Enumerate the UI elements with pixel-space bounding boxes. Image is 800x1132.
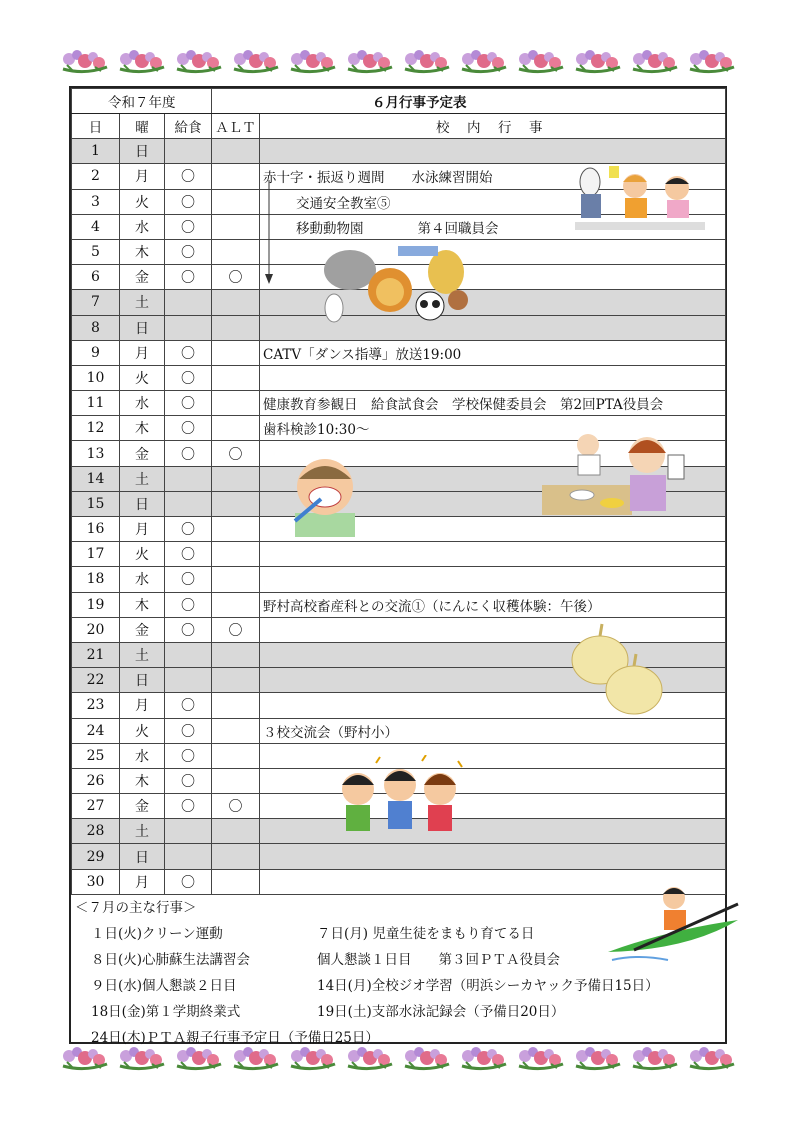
lunch-cell: 〇 <box>165 441 212 466</box>
day-row <box>72 718 726 743</box>
lunch-cell: 〇 <box>165 391 212 416</box>
title-row <box>72 89 726 114</box>
alt-cell <box>212 567 260 592</box>
july-item: 14日(月)全校ジオ学習（明浜シーカヤック予備日15日） <box>317 978 659 994</box>
day-cell: 8 <box>72 315 120 340</box>
weekday-cell: 火 <box>120 718 165 743</box>
page-title: ６月行事予定表 <box>212 89 726 114</box>
lunch-cell: 〇 <box>165 189 212 214</box>
event-cell <box>260 365 726 390</box>
weekday-cell: 火 <box>120 189 165 214</box>
alt-cell <box>212 391 260 416</box>
alt-cell <box>212 416 260 441</box>
weekday-cell: 土 <box>120 642 165 667</box>
event-cell <box>260 542 726 567</box>
july-item: ９日(水)個人懇談２日目 <box>91 978 237 994</box>
weekday-cell: 月 <box>120 164 165 189</box>
weekday-cell: 木 <box>120 768 165 793</box>
weekday-cell: 土 <box>120 819 165 844</box>
alt-cell <box>212 315 260 340</box>
day-cell: 11 <box>72 391 120 416</box>
day-cell: 9 <box>72 340 120 365</box>
weekday-cell: 火 <box>120 365 165 390</box>
day-cell: 23 <box>72 693 120 718</box>
alt-cell <box>212 164 260 189</box>
alt-cell <box>212 239 260 264</box>
lunch-cell: 〇 <box>165 365 212 390</box>
children-crossing-illustration <box>565 160 715 236</box>
day-cell: 15 <box>72 491 120 516</box>
weekday-cell: 日 <box>120 668 165 693</box>
weekday-cell: 日 <box>120 139 165 164</box>
weekday-cell: 水 <box>120 214 165 239</box>
weekday-cell: 月 <box>120 340 165 365</box>
lunch-cell <box>165 668 212 693</box>
lunch-cell: 〇 <box>165 794 212 819</box>
lunch-cell <box>165 290 212 315</box>
weekday-cell: 水 <box>120 567 165 592</box>
lunch-cell: 〇 <box>165 617 212 642</box>
day-cell: 28 <box>72 819 120 844</box>
lunch-tasting-illustration <box>542 425 687 520</box>
flower-border-top <box>55 45 740 77</box>
lunch-cell: 〇 <box>165 164 212 189</box>
day-cell: 16 <box>72 517 120 542</box>
day-cell: 3 <box>72 189 120 214</box>
event-cell: ３校交流会（野村小） <box>260 718 726 743</box>
alt-cell: 〇 <box>212 441 260 466</box>
weekday-cell: 日 <box>120 315 165 340</box>
event-cell: 赤十字・振返り週間 水泳練習開始 <box>260 164 726 189</box>
weekday-cell: 月 <box>120 869 165 894</box>
day-cell: 30 <box>72 869 120 894</box>
lunch-cell: 〇 <box>165 416 212 441</box>
alt-cell: 〇 <box>212 617 260 642</box>
alt-cell <box>212 340 260 365</box>
lunch-cell <box>165 315 212 340</box>
day-cell: 1 <box>72 139 120 164</box>
day-row <box>72 542 726 567</box>
july-item: １日(火)クリーン運動 <box>91 926 223 942</box>
lunch-cell: 〇 <box>165 768 212 793</box>
lunch-cell <box>165 642 212 667</box>
july-item: 18日(金)第１学期終業式 <box>91 1004 241 1020</box>
july-item: 24日(木)ＰＴＡ親子行事予定日（予備日25日） <box>91 1030 379 1046</box>
event-cell: 歯科検診10:30～ <box>260 416 726 441</box>
day-cell: 17 <box>72 542 120 567</box>
event-cell: 移動動物園 第４回職員会 <box>260 214 726 239</box>
lunch-cell: 〇 <box>165 592 212 617</box>
day-cell: 10 <box>72 365 120 390</box>
flower-border-bottom <box>55 1042 740 1074</box>
lunch-cell <box>165 844 212 869</box>
lunch-cell <box>165 819 212 844</box>
alt-cell <box>212 743 260 768</box>
lunch-cell: 〇 <box>165 265 212 290</box>
weekday-cell: 金 <box>120 794 165 819</box>
day-cell: 20 <box>72 617 120 642</box>
weekday-cell: 金 <box>120 441 165 466</box>
lunch-cell: 〇 <box>165 517 212 542</box>
event-cell: 健康教育参観日 給食試食会 学校保健委員会 第2回PTA役員会 <box>260 391 726 416</box>
day-row <box>72 567 726 592</box>
day-row <box>72 391 726 416</box>
day-cell: 29 <box>72 844 120 869</box>
alt-cell <box>212 214 260 239</box>
col-header-alt: ＡＬＴ <box>212 114 260 139</box>
alt-cell <box>212 365 260 390</box>
lunch-cell <box>165 491 212 516</box>
alt-cell <box>212 491 260 516</box>
day-cell: 12 <box>72 416 120 441</box>
july-item: 19日(土)支部水泳記録会（予備日20日） <box>317 1004 565 1020</box>
alt-cell <box>212 466 260 491</box>
alt-cell <box>212 642 260 667</box>
day-row <box>72 592 726 617</box>
day-cell: 26 <box>72 768 120 793</box>
lunch-cell: 〇 <box>165 743 212 768</box>
alt-cell: 〇 <box>212 794 260 819</box>
weekday-cell: 月 <box>120 517 165 542</box>
alt-cell: 〇 <box>212 265 260 290</box>
july-item: ８日(火)心肺蘇生法講習会 <box>91 952 251 968</box>
day-cell: 19 <box>72 592 120 617</box>
event-cell <box>260 768 726 793</box>
alt-cell <box>212 693 260 718</box>
alt-cell <box>212 718 260 743</box>
alt-cell <box>212 819 260 844</box>
lunch-cell: 〇 <box>165 340 212 365</box>
day-row <box>72 340 726 365</box>
duration-arrow-icon <box>262 180 276 286</box>
sea-kayak-illustration <box>608 880 743 965</box>
col-header-lunch: 給食 <box>165 114 212 139</box>
era-label: 令和７年度 <box>72 89 212 114</box>
weekday-cell: 土 <box>120 290 165 315</box>
alt-cell <box>212 844 260 869</box>
alt-cell <box>212 139 260 164</box>
alt-cell <box>212 592 260 617</box>
lunch-cell: 〇 <box>165 239 212 264</box>
weekday-cell: 月 <box>120 693 165 718</box>
lunch-cell: 〇 <box>165 214 212 239</box>
lunch-cell <box>165 466 212 491</box>
lunch-cell: 〇 <box>165 567 212 592</box>
day-cell: 24 <box>72 718 120 743</box>
day-cell: 27 <box>72 794 120 819</box>
weekday-cell: 日 <box>120 844 165 869</box>
alt-cell <box>212 668 260 693</box>
day-row <box>72 365 726 390</box>
event-cell <box>260 794 726 819</box>
event-cell: 野村高校畜産科との交流①（にんにく収穫体験：午後） <box>260 592 726 617</box>
day-cell: 4 <box>72 214 120 239</box>
weekday-cell: 木 <box>120 592 165 617</box>
weekday-cell: 土 <box>120 466 165 491</box>
alt-cell <box>212 768 260 793</box>
weekday-cell: 水 <box>120 743 165 768</box>
event-cell <box>260 567 726 592</box>
event-cell <box>260 844 726 869</box>
col-header-day: 日 <box>72 114 120 139</box>
lunch-cell <box>165 139 212 164</box>
alt-cell <box>212 290 260 315</box>
weekday-cell: 水 <box>120 391 165 416</box>
alt-cell <box>212 189 260 214</box>
weekday-cell: 木 <box>120 239 165 264</box>
weekday-cell: 日 <box>120 491 165 516</box>
col-header-events: 校 内 行 事 <box>260 114 726 139</box>
day-cell: 14 <box>72 466 120 491</box>
day-cell: 22 <box>72 668 120 693</box>
day-cell: 2 <box>72 164 120 189</box>
lunch-cell: 〇 <box>165 718 212 743</box>
event-cell <box>260 819 726 844</box>
day-cell: 18 <box>72 567 120 592</box>
day-cell: 13 <box>72 441 120 466</box>
lunch-cell: 〇 <box>165 869 212 894</box>
alt-cell <box>212 517 260 542</box>
day-cell: 6 <box>72 265 120 290</box>
column-header-row <box>72 114 726 139</box>
mobile-zoo-animals-illustration <box>318 240 478 332</box>
garlic-illustration <box>568 622 668 720</box>
lunch-cell: 〇 <box>165 693 212 718</box>
three-children-illustration <box>336 755 464 851</box>
weekday-cell: 火 <box>120 542 165 567</box>
event-cell <box>260 743 726 768</box>
day-cell: 25 <box>72 743 120 768</box>
event-cell: 交通安全教室⑤ <box>260 189 726 214</box>
lunch-cell: 〇 <box>165 542 212 567</box>
july-item: ７日(月) 児童生徒をまもり育てる日 <box>317 926 535 942</box>
july-item: 個人懇談１日目 第３回ＰＴＡ役員会 <box>317 952 560 968</box>
col-header-weekday: 曜 <box>120 114 165 139</box>
event-cell: CATV「ダンス指導」放送19:00 <box>260 340 726 365</box>
weekday-cell: 金 <box>120 265 165 290</box>
weekday-cell: 木 <box>120 416 165 441</box>
weekday-cell: 金 <box>120 617 165 642</box>
day-cell: 5 <box>72 239 120 264</box>
alt-cell <box>212 542 260 567</box>
day-row <box>72 517 726 542</box>
day-cell: 7 <box>72 290 120 315</box>
july-heading: ＜７月の主な行事＞ <box>75 900 197 916</box>
alt-cell <box>212 869 260 894</box>
dental-checkup-boy-illustration <box>285 455 365 537</box>
day-cell: 21 <box>72 642 120 667</box>
